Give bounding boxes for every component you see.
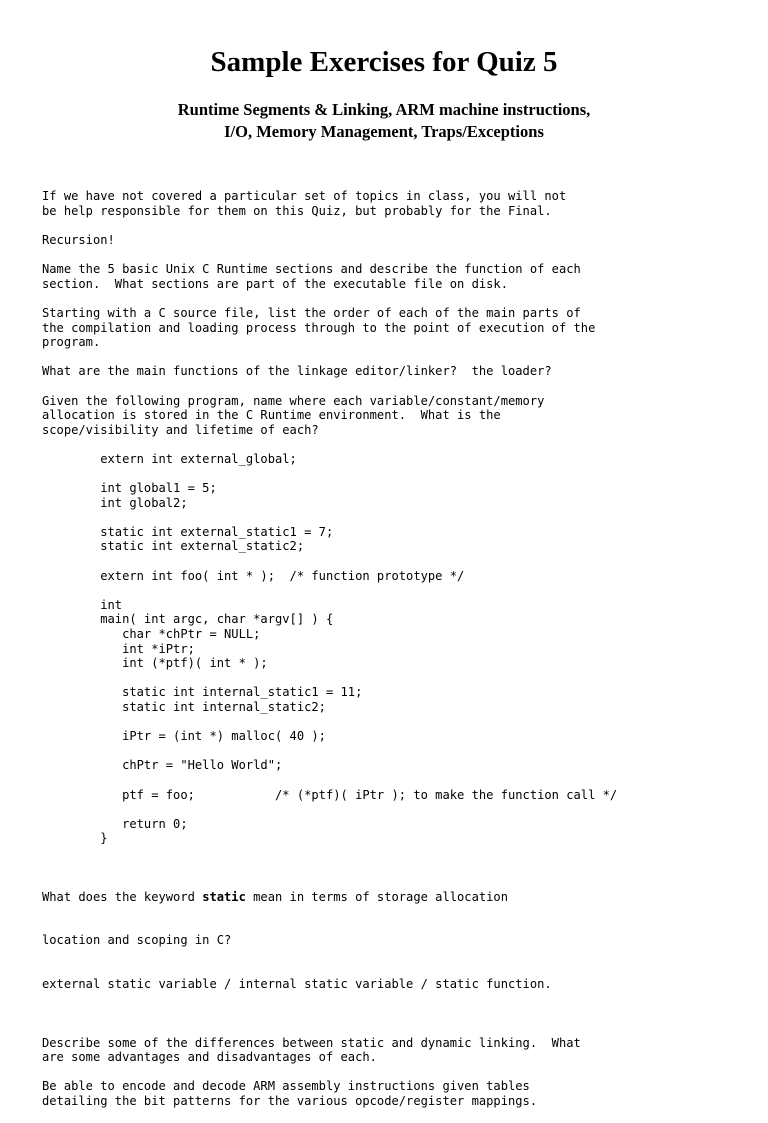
text-line: int *iPtr; [42,641,195,656]
text-line: return 0; [42,816,188,831]
static-question-line-2: location and scoping in C? [42,933,232,948]
text-line: static int external_static1 = 7; [42,524,334,539]
static-question-suffix: mean in terms of storage allocation [245,889,508,904]
text-line: ptf = foo; /* (*ptf)( iPtr ); to make the function call */ [42,787,618,802]
text-line: extern int foo( int * ); /* function prototype */ [42,568,465,583]
static-question-line-3: external static variable / internal static variable / static function. [42,977,552,992]
text-line: be help responsible for them on this Quiz, but probably for the Final. [42,203,552,218]
text-line: int (*ptf)( int * ); [42,656,268,671]
text-line: the compilation and loading process through to the point of execution of the [42,320,596,335]
text-line: Name the 5 basic Unix C Runtime sections and describe the function of each [42,262,581,277]
text-line: Be able to encode and decode ARM assembly instructions given tables [42,1079,530,1094]
text-line [42,510,742,525]
text-line: extern int external_global; [42,451,297,466]
text-line: static int internal_static2; [42,699,326,714]
text-line: main( int argc, char *argv[] ) { [42,612,334,627]
text-line: program. [42,335,101,350]
static-keyword: static [202,889,246,904]
text-line [42,773,742,788]
static-question-line-1 [42,890,742,905]
text-line: Describe some of the differences between static and dynamic linking. What [42,1035,581,1050]
text-line [42,846,742,861]
text-line: int [42,597,123,612]
text-line [42,1021,742,1036]
text-line [42,583,742,598]
text-line [42,671,742,686]
text-line: Starting with a C source file, list the order of each of the main parts of [42,305,581,320]
body-lines-main [42,189,742,860]
text-line [42,802,742,817]
subtitle-line-1: Runtime Segments & Linking, ARM machine instructions, [177,100,591,119]
text-line: chPtr = "Hello World"; [42,758,283,773]
text-line: Recursion! [42,232,115,247]
subtitle-line-2: I/O, Memory Management, Traps/Exceptions [224,122,544,141]
page-title: Sample Exercises for Quiz 5 [210,46,558,78]
text-line [42,715,742,730]
text-line: allocation is stored in the C Runtime environment. What is the [42,408,501,423]
static-question-prefix: What does the keyword [42,889,203,904]
text-line: are some advantages and disadvantages of each. [42,1050,377,1065]
text-line [42,248,742,263]
text-line [42,379,742,394]
text-line [42,744,742,759]
document-body [42,160,742,1123]
text-line [42,466,742,481]
text-line [42,218,742,233]
text-line: static int internal_static1 = 11; [42,685,363,700]
text-line [42,1065,742,1080]
text-line: int global1 = 5; [42,481,217,496]
text-line: If we have not covered a particular set of topics in class, you will not [42,189,567,204]
page-subtitle [0,99,768,143]
text-line: } [42,831,108,846]
text-line [42,554,742,569]
text-line [42,437,742,452]
body-lines-tail [42,1021,742,1109]
text-line [42,291,742,306]
text-line: iPtr = (int *) malloc( 40 ); [42,729,326,744]
text-line: char *chPtr = NULL; [42,627,261,641]
text-line: What are the main functions of the linkage editor/linker? the loader? [42,364,552,379]
text-line: Given the following program, name where each variable/constant/memory [42,393,545,408]
text-line: scope/visibility and lifetime of each? [42,422,319,437]
text-line: section. What sections are part of the executable file on disk. [42,276,508,291]
text-line: int global2; [42,495,188,510]
text-line: detailing the bit patterns for the various opcode/register mappings. [42,1094,538,1108]
text-line [42,350,742,365]
text-line: static int external_static2; [42,539,305,554]
